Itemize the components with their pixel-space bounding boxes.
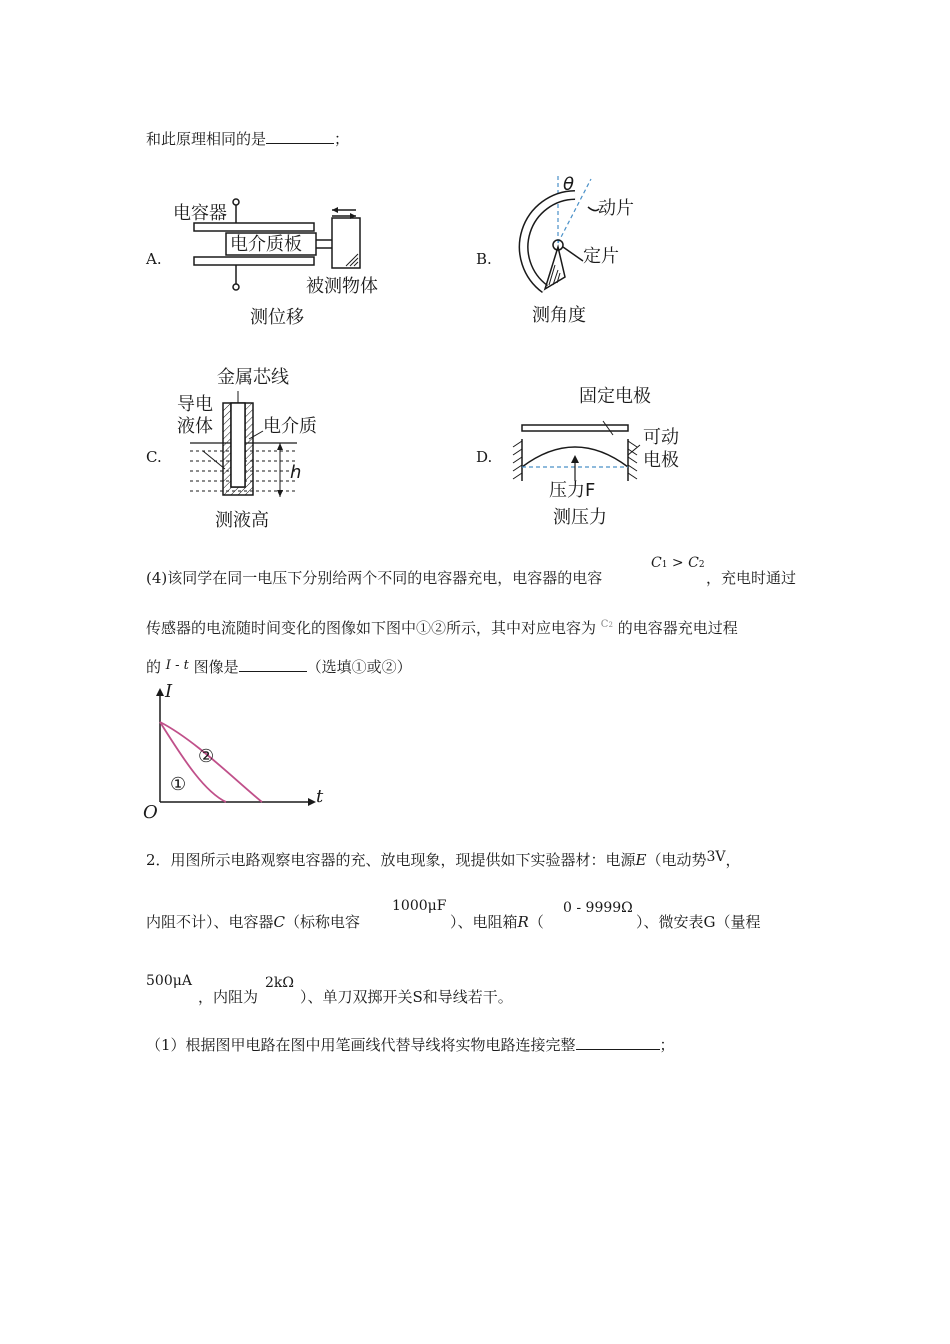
q2-line-3b: ）、单刀双掷开关S和导线若干。 — [300, 988, 513, 1006]
option-c-letter: C. — [146, 448, 162, 466]
q4-line-2 — [146, 621, 738, 636]
q2-sub1: （1）根据图甲电路在图中用笔画线代替导线将实物电路连接完整 ； — [146, 1036, 675, 1054]
q2-emf-label: （电动势 — [646, 851, 707, 869]
option-a-letter: A. — [146, 250, 162, 268]
option-c-dielectric-label: 电介质 — [263, 416, 317, 437]
q2-e: E — [635, 851, 647, 869]
option-d-letter: D. — [476, 448, 493, 466]
option-c-liquid-label-1: 导电 — [177, 394, 213, 415]
q2-range-value: 500μA — [146, 973, 192, 989]
q2-line-1 — [146, 849, 741, 869]
q4-c2: C — [688, 555, 699, 571]
q2-cap-value: 1000μF — [392, 898, 447, 914]
option-a-caption: 测位移 — [250, 307, 304, 328]
option-d-movable-label-1: 可动 — [643, 427, 679, 448]
option-b-letter: B. — [476, 250, 492, 268]
option-d-force-label: 压力F — [549, 480, 596, 501]
q2-line-2c: ）、微安表G（量程 — [636, 913, 761, 931]
option-b-fixed-label: 定片 — [583, 246, 619, 267]
option-c-caption: 测液高 — [215, 510, 269, 531]
q2-line-2a: 内阻不计）、电容器C（标称电容 — [146, 913, 361, 931]
option-c-h-label: h — [290, 462, 302, 483]
option-a-dielectric-label: 电介质板 — [230, 234, 302, 255]
answer-blank[interactable] — [266, 131, 334, 144]
q4-c2-sub: 2 — [698, 560, 705, 570]
option-a-capacitor-label: 电容器 — [173, 203, 227, 224]
q4-line-1a: (4)该同学在同一电压下分别给两个不同的电容器充电，电容器的电容 — [146, 569, 603, 587]
q4-line-3c: （选填①或②） — [306, 658, 412, 676]
option-c-core-label: 金属芯线 — [217, 367, 289, 388]
q4-line-2a: 传感器的电流随时间变化的图像如下图中①②所示，其中对应电容为 — [146, 619, 597, 637]
q4-it-label: I - t — [165, 658, 189, 673]
curve-2-label: ② — [198, 746, 215, 767]
q2-r: R — [517, 913, 529, 931]
curve-1-label: ① — [170, 774, 187, 795]
q4-answer-blank[interactable] — [239, 659, 307, 672]
q4-line-3a: 的 — [146, 658, 162, 676]
t-axis-label: t — [316, 786, 324, 807]
option-d-diagram — [505, 405, 655, 485]
q4-line-2b: 的电容器充电过程 — [617, 619, 738, 637]
it-graph — [140, 682, 340, 822]
option-d-fixed-label: 固定电极 — [579, 386, 651, 407]
q2-c: C — [273, 913, 285, 931]
q4-c2-inline: C2 — [600, 619, 613, 630]
option-b-diagram — [495, 165, 695, 300]
q4-c1-sub: 1 — [661, 560, 668, 570]
q2-line-1-text: 2．用图所示电路观察电容器的充、放电现象，现提供如下实验器材：电源 — [146, 851, 636, 869]
option-b-moving-label: 动片 — [598, 198, 634, 219]
q4-line-3 — [146, 659, 412, 675]
q4-c1-gt-c2 — [651, 556, 705, 570]
i-axis-arrow — [156, 688, 164, 696]
t-axis-arrow — [308, 798, 316, 806]
q4-line-1b: ，充电时通过 — [706, 569, 797, 587]
q2-emf-value: 3V — [706, 849, 726, 865]
q4-line-3b: 图像是 — [193, 658, 239, 676]
intro-end: ； — [334, 130, 350, 148]
q2-r-range: 0 - 9999Ω — [563, 900, 633, 916]
option-b-caption: 测角度 — [532, 305, 586, 326]
option-d-movable-label-2: 电极 — [643, 450, 679, 471]
option-c-liquid-label-2: 液体 — [177, 416, 213, 437]
option-b-theta: θ — [563, 174, 575, 195]
intro-text: 和此原理相同的是 — [146, 130, 267, 148]
origin-label: O — [143, 802, 158, 823]
q2-line-3a: ，内阻为 — [198, 988, 259, 1006]
q4-c1: C — [651, 555, 662, 571]
option-d-caption: 测压力 — [553, 507, 607, 528]
intro-line — [146, 131, 349, 147]
i-axis-label: I — [165, 681, 173, 702]
q2-sub1-blank[interactable] — [576, 1037, 660, 1050]
q2-comma: ， — [725, 851, 741, 869]
option-a-object-label: 被测物体 — [306, 276, 378, 297]
q2-line-2b: ）、电阻箱R（ — [450, 913, 544, 931]
q2-internal: 2kΩ — [265, 975, 294, 991]
q4-gt: > — [671, 555, 684, 571]
